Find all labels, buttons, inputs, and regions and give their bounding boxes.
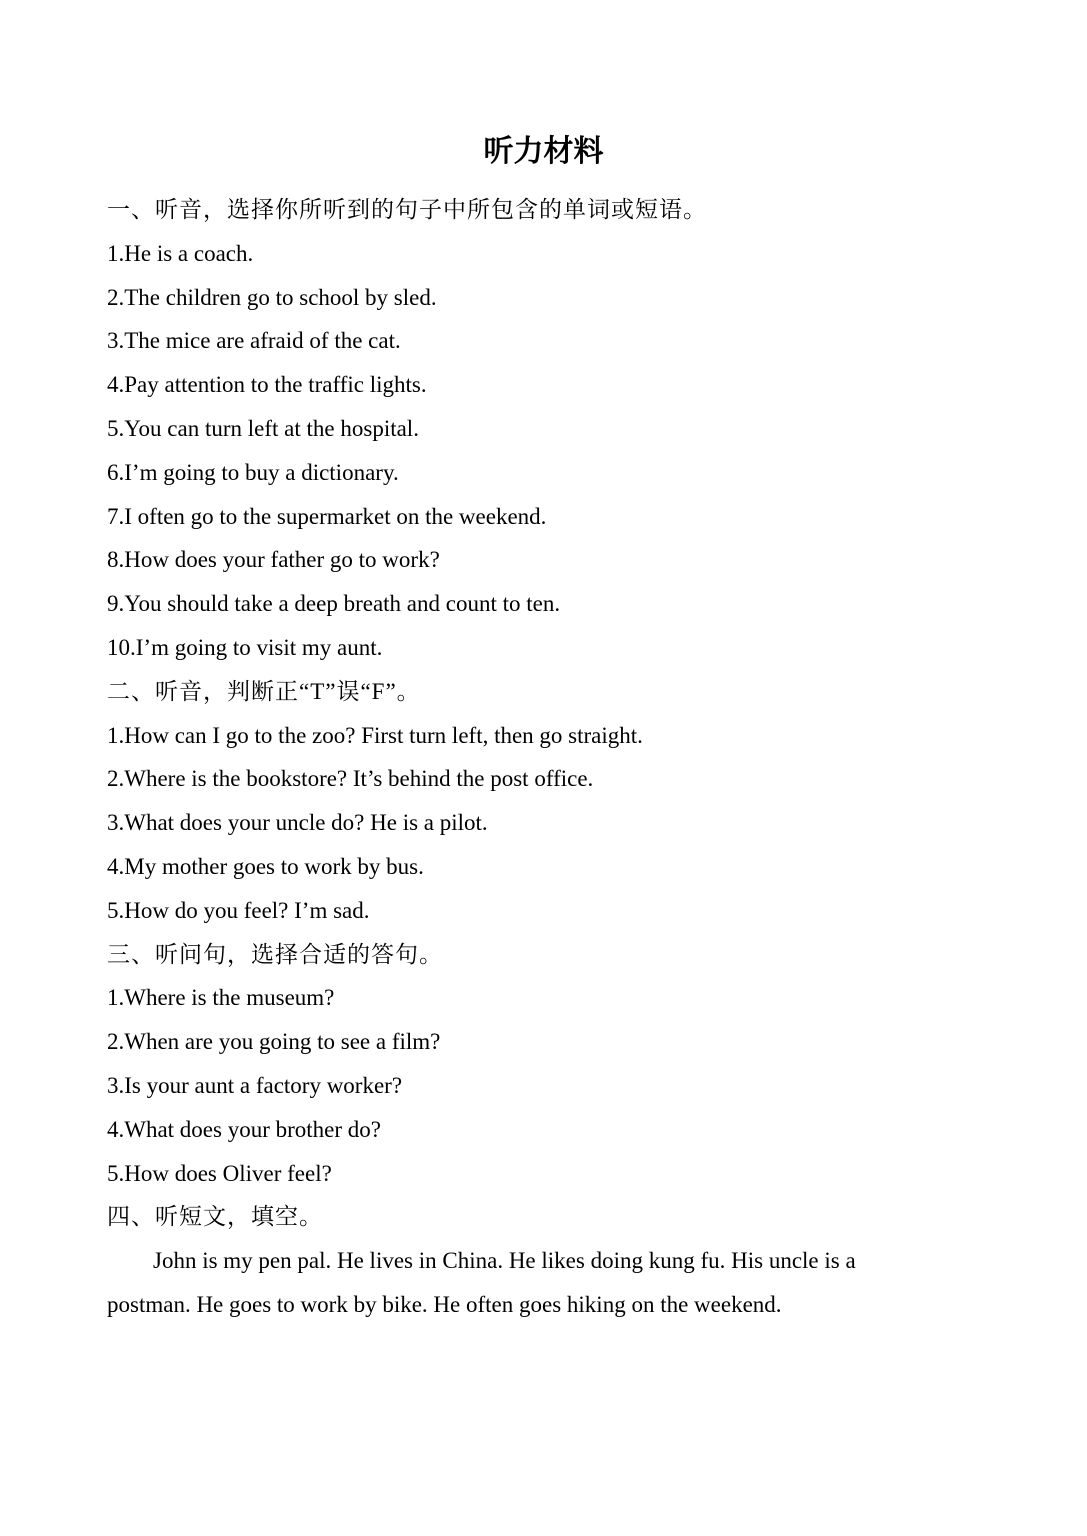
- page-title: 听力材料: [483, 135, 604, 168]
- section-4-passage: John is my pen pal. He lives in China. He likes doing kung fu. His uncle is a postman. He goes to work by bike. He often goes hiking on the weekend.: [107, 1248, 856, 1317]
- section-3-heading: 三、听问句，选择合适的答句。: [107, 941, 443, 967]
- section-1-item: 1.He is a coach.: [107, 240, 254, 266]
- section-3-item: 1.Where is the museum?: [107, 985, 335, 1011]
- section-2-item: 5.How do you feel? I’m sad.: [107, 897, 370, 923]
- section-3-item: 3.Is your aunt a factory worker?: [107, 1072, 403, 1098]
- document-body: [107, 188, 927, 1327]
- section-1-heading: 一、听音，选择你所听到的句子中所包含的单词或短语。: [107, 197, 707, 222]
- section-1-item: 7.I often go to the supermarket on the weekend.: [107, 503, 547, 529]
- section-3-item: 5.How does Oliver feel?: [107, 1160, 332, 1186]
- section-1-item: 6.I’m going to buy a dictionary.: [107, 459, 399, 485]
- section-1-item: 5.You can turn left at the hospital.: [107, 415, 419, 441]
- section-2-item: 1.How can I go to the zoo? First turn left, then go straight.: [107, 722, 643, 748]
- section-1-item: 2.The children go to school by sled.: [107, 284, 437, 310]
- section-4-heading: 四、听短文，填空。: [107, 1204, 323, 1230]
- section-1-item: 9.You should take a deep breath and count to ten.: [107, 591, 561, 617]
- section-3-item: 2.When are you going to see a film?: [107, 1029, 441, 1055]
- section-2-heading: 二、听音，判断正“T”误“F”。: [107, 678, 421, 704]
- section-2-item: 3.What does your uncle do? He is a pilot.: [107, 810, 488, 836]
- section-2-item: 2.Where is the bookstore? It’s behind the post office.: [107, 766, 594, 792]
- section-3-item: 4.What does your brother do?: [107, 1116, 382, 1142]
- section-1-item: 4.Pay attention to the traffic lights.: [107, 372, 427, 398]
- section-1-item: 3.The mice are afraid of the cat.: [107, 328, 401, 354]
- section-1-item: 8.How does your father go to work?: [107, 547, 440, 573]
- section-1-item: 10.I’m going to visit my aunt.: [107, 634, 383, 660]
- section-2-item: 4.My mother goes to work by bus.: [107, 853, 424, 879]
